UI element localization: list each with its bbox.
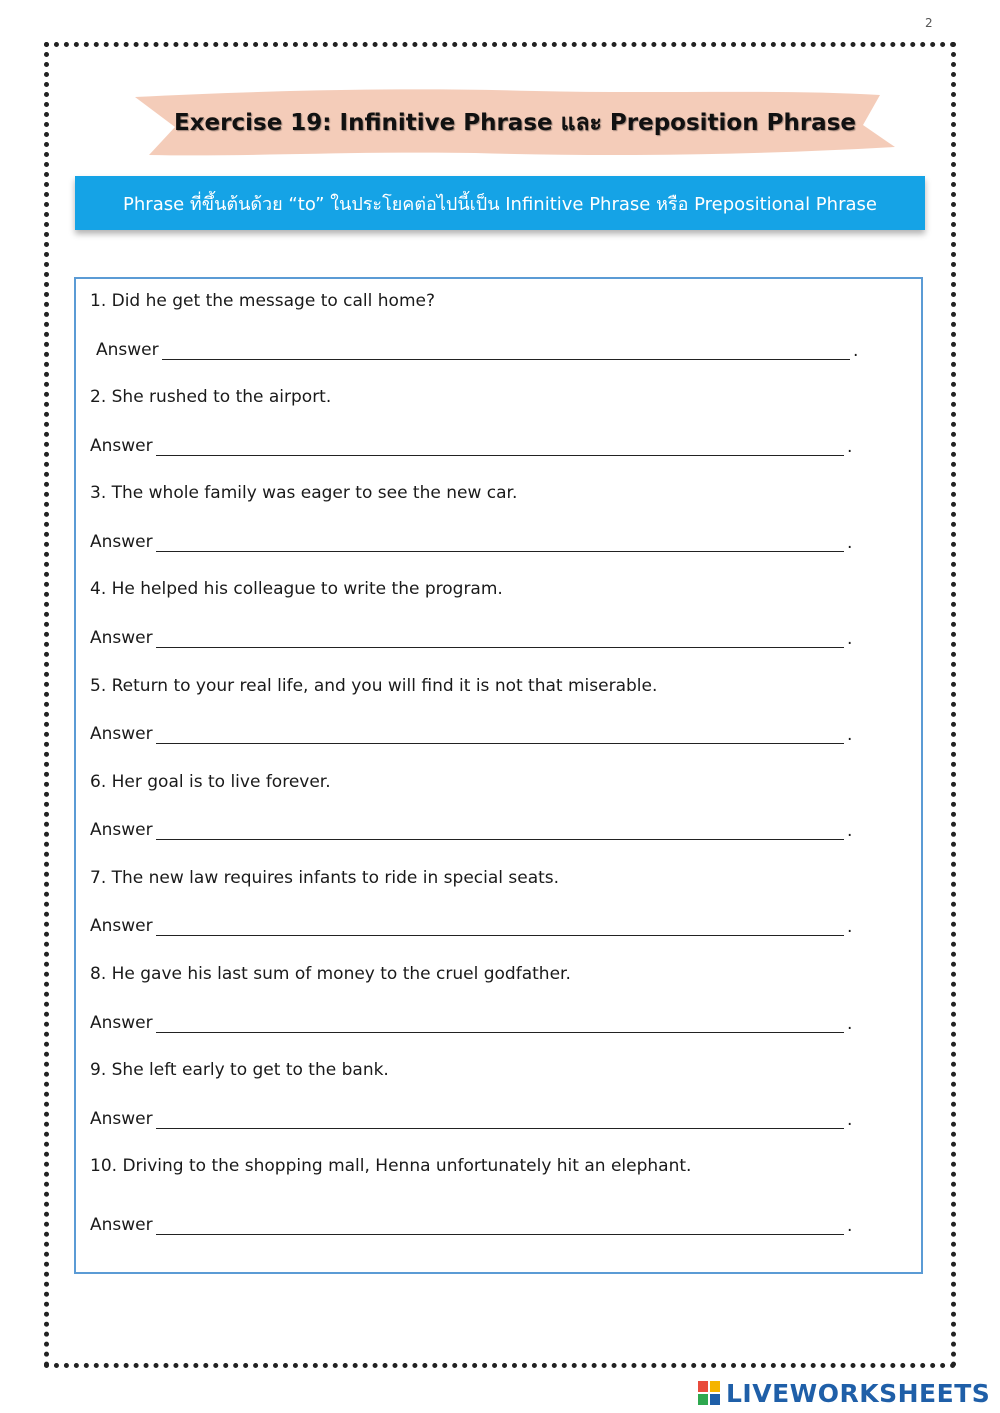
- answer-label: Answer: [90, 724, 153, 744]
- answer-label: Answer: [90, 436, 153, 456]
- answer-line[interactable]: [156, 1128, 844, 1129]
- answer-row: [90, 1108, 153, 1130]
- question-text: 2. She rushed to the airport.: [90, 387, 332, 407]
- answer-period: .: [847, 437, 853, 457]
- answer-label: Answer: [90, 1215, 153, 1235]
- instruction-text: Phrase ที่ขึ้นต้นด้วย “to” ในประโยคต่อไปนี้เป็น Infinitive Phrase หรือ Prepositional Phrase: [123, 193, 877, 215]
- exercise-title: Exercise 19: Infinitive Phrase และ Preposition Phrase: [174, 110, 856, 136]
- question-text: 1. Did he get the message to call home?: [90, 291, 435, 311]
- answer-label: Answer: [90, 532, 153, 552]
- liveworksheets-logo: [698, 1378, 990, 1408]
- question-text: 8. He gave his last sum of money to the cruel godfather.: [90, 964, 571, 984]
- answer-row: [90, 723, 153, 745]
- answer-period: .: [847, 1110, 853, 1130]
- question-text: 3. The whole family was eager to see the new car.: [90, 483, 518, 503]
- answer-row: [90, 1214, 153, 1236]
- answer-line[interactable]: [156, 743, 844, 744]
- logo-text: LIVEWORKSHEETS: [726, 1378, 991, 1408]
- answer-period: .: [847, 629, 853, 649]
- answer-period: .: [847, 533, 853, 553]
- answer-period: .: [847, 725, 853, 745]
- answer-row: [90, 915, 153, 937]
- title-banner: [135, 85, 895, 161]
- answer-row: [90, 531, 153, 553]
- answer-line[interactable]: [156, 455, 844, 456]
- answer-row: [90, 1012, 153, 1034]
- page-number: 2: [925, 16, 933, 30]
- answer-period: .: [847, 917, 853, 937]
- answer-row: [90, 819, 153, 841]
- question-text: 7. The new law requires infants to ride in special seats.: [90, 868, 560, 888]
- question-text: 9. She left early to get to the bank.: [90, 1060, 389, 1080]
- answer-line[interactable]: [162, 359, 850, 360]
- answer-line[interactable]: [156, 1032, 844, 1033]
- logo-squares-icon: [698, 1381, 720, 1405]
- answer-period: .: [847, 821, 853, 841]
- question-text: 10. Driving to the shopping mall, Henna unfortunately hit an elephant.: [90, 1156, 692, 1176]
- answer-label: Answer: [90, 916, 153, 936]
- answer-row: [96, 339, 159, 361]
- answer-line[interactable]: [156, 647, 844, 648]
- answer-label: Answer: [90, 1013, 153, 1033]
- answer-label: Answer: [90, 1109, 153, 1129]
- question-text: 5. Return to your real life, and you will find it is not that miserable.: [90, 676, 658, 696]
- answer-label: Answer: [96, 340, 159, 360]
- answer-row: [90, 435, 153, 457]
- answer-line[interactable]: [156, 935, 844, 936]
- answer-label: Answer: [90, 628, 153, 648]
- instruction-bar: [75, 176, 925, 230]
- question-box: [74, 277, 923, 1274]
- answer-row: [90, 627, 153, 649]
- answer-label: Answer: [90, 820, 153, 840]
- question-text: 4. He helped his colleague to write the program.: [90, 579, 503, 599]
- answer-line[interactable]: [156, 1234, 844, 1235]
- question-text: 6. Her goal is to live forever.: [90, 772, 331, 792]
- answer-period: .: [853, 341, 859, 361]
- answer-period: .: [847, 1216, 853, 1236]
- answer-line[interactable]: [156, 839, 844, 840]
- answer-line[interactable]: [156, 551, 844, 552]
- answer-period: .: [847, 1014, 853, 1034]
